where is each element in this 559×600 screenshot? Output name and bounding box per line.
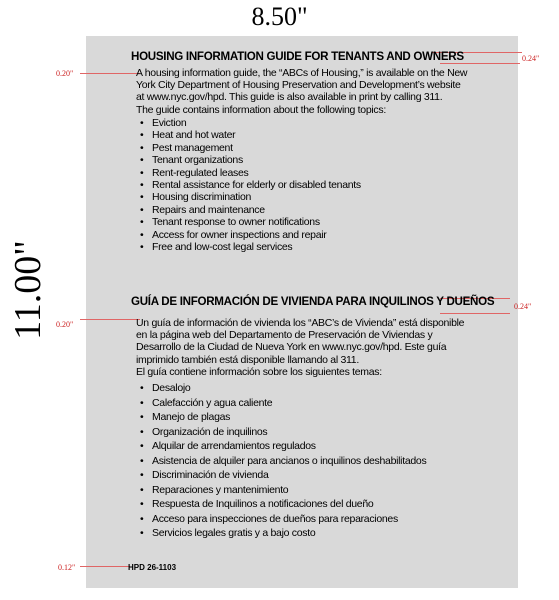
english-intro-line: at www.nyc.gov/hpd. This guide is also available in print by calling 311.	[136, 91, 443, 104]
list-item: • Eviction	[140, 117, 361, 129]
margin-marker-line	[80, 566, 130, 567]
list-item: • Rental assistance for elderly or disabled tenants	[140, 179, 361, 191]
spanish-intro	[136, 317, 464, 378]
margin-marker-line	[440, 63, 520, 64]
margin-marker-line	[80, 319, 140, 320]
list-item: • Manejo de plagas	[140, 410, 426, 425]
english-intro-line: A housing information guide, the “ABCs of Housing,” is available on the New	[136, 67, 468, 79]
spanish-intro-line: Desarrollo de la Ciudad de Nueva York en www.nyc.gov/hpd. Este guía	[136, 341, 447, 354]
margin-left-label-en: 0.20"	[56, 69, 74, 78]
spanish-topic-list	[140, 381, 426, 541]
page-height-label: 11.00"	[7, 240, 49, 340]
list-item: • Calefacción y agua caliente	[140, 396, 426, 411]
list-item: • Housing discrimination	[140, 191, 361, 203]
list-item: • Respuesta de Inquilinos a notificaciones del dueño	[140, 497, 426, 512]
spanish-topics-intro: El guía contiene información sobre los siguientes temas:	[136, 365, 382, 378]
margin-left-label-es: 0.20"	[56, 320, 74, 329]
english-intro	[136, 67, 467, 116]
list-item: • Organización de inquilinos	[140, 425, 426, 440]
list-item: • Alquilar de arrendamientos regulados	[140, 439, 426, 454]
english-intro-line: York City Department of Housing Preservation and Development’s website	[136, 79, 461, 92]
list-item: • Pest management	[140, 142, 361, 154]
list-item: • Repairs and maintenance	[140, 204, 361, 216]
margin-marker-line	[80, 73, 140, 74]
list-item: • Access for owner inspections and repair	[140, 229, 361, 241]
english-topics-intro: The guide contains information about the following topics:	[136, 103, 386, 116]
list-item: • Asistencia de alquiler para ancianos o inquilinos deshabilitados	[140, 454, 426, 469]
list-item: • Free and low-cost legal services	[140, 241, 361, 253]
page-width-label: 8.50"	[251, 2, 308, 31]
list-item: • Discriminación de vivienda	[140, 468, 426, 483]
list-item: • Rent-regulated leases	[140, 167, 361, 179]
list-item: • Heat and hot water	[140, 129, 361, 141]
list-item: • Servicios legales gratis y a bajo costo	[140, 526, 426, 541]
list-item: • Desalojo	[140, 381, 426, 396]
list-item: • Acceso para inspecciones de dueños para reparaciones	[140, 512, 426, 527]
spanish-title: GUÍA DE INFORMACIÓN DE VIVIENDA PARA INQUILINOS Y DUEÑOS	[131, 295, 495, 308]
list-item: • Tenant organizations	[140, 154, 361, 166]
spanish-intro-line: Un guía de información de vivienda los “ABC’s de Vivienda” está disponible	[136, 317, 465, 329]
english-title: HOUSING INFORMATION GUIDE FOR TENANTS AND OWNERS	[131, 50, 464, 63]
margin-top-label-en: 0.24"	[522, 54, 540, 63]
margin-marker-line	[440, 313, 510, 314]
spanish-intro-line: imprimido también está disponible llamando al 311.	[136, 353, 359, 366]
margin-top-label-es: 0.24"	[514, 302, 532, 311]
form-code: HPD 26-1103	[128, 563, 177, 572]
english-topic-list	[140, 117, 361, 253]
margin-bottom-label: 0.12"	[58, 563, 76, 572]
list-item: • Tenant response to owner notifications	[140, 216, 361, 228]
spanish-intro-line: en la página web del Departamento de Preservación de Viviendas y	[136, 329, 433, 342]
list-item: • Reparaciones y mantenimiento	[140, 483, 426, 498]
